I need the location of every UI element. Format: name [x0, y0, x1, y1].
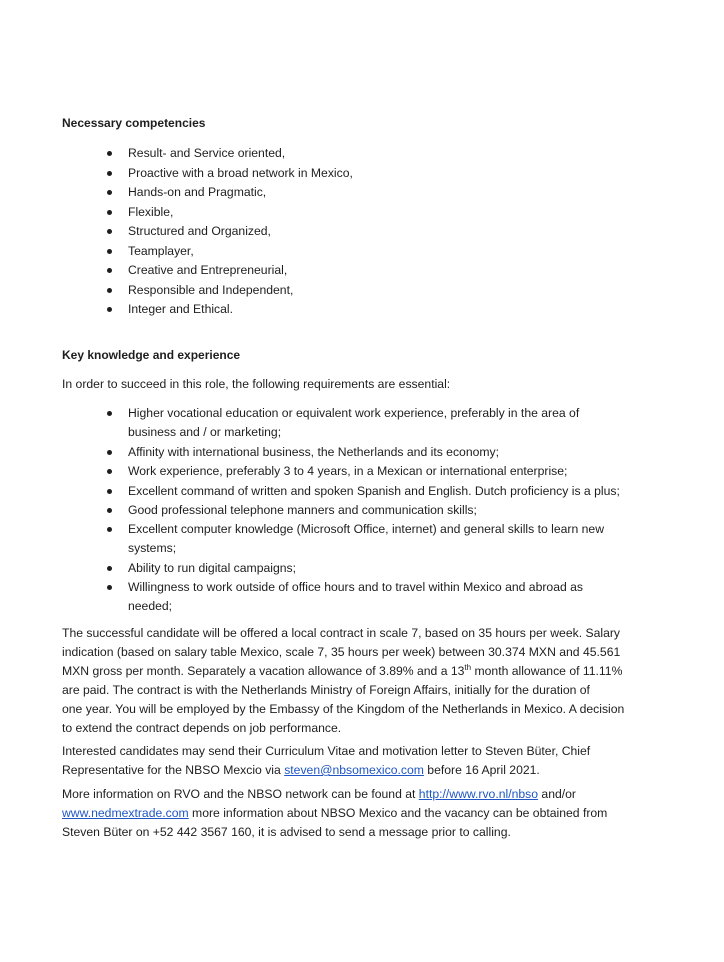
bullet-icon	[107, 411, 112, 416]
competencies-heading: Necessary competencies	[62, 116, 206, 130]
bullet-icon	[107, 268, 112, 273]
bullet-icon	[107, 229, 112, 234]
bullet-icon	[107, 288, 112, 293]
bullet-icon	[107, 527, 112, 532]
bullet-icon	[107, 489, 112, 494]
knowledge-intro: In order to succeed in this role, the following requirements are essential:	[62, 377, 451, 391]
document-page: Necessary competencies Result- and Service oriented, Proactive with a broad network in Mexico, Hands-on and Pragmatic, Flexible, Structured and Organized, Teamplayer, Creative and Entrepreneurial, Responsible and Independent, Integer and Ethical. Key knowledge and experience In order to succeed in this role, the following requirements are essential: Higher vocational education or equivalent work experience, preferably in the area of business and / or marketing; Affinity with international business, the Netherlands and its economy; Work experience, preferably 3 to 4 years, in a Mexican or international enterprise; Excellent command of written and spoken Spanish and English. Dutch proficiency is a plus; Good professional telephone manners and communication skills; Excellent computer knowledge (Microsoft Office, internet) and general skills to learn new systems; Ability to run digital campaigns; Willingness to work outside of office hours and to travel within Mexico and abroad as needed; The successful candidate will be offered a local contract in scale 7, based on 35 hours per week. Salary indication (based on salary table Mexico, scale 7, 35 hours per week) between 30.374 MXN and 45.561 MXN gross per month. Separately a vacation allowance of 3.89% and a 13th month allowance of 11.11% are paid. The contract is with the Netherlands Ministry of Foreign Affairs, initially for the duration of one year. You will be employed by the Embassy of the Kingdom of the Netherlands in Mexico. A decision to extend the contract depends on job performance. Interested candidates may send their Curriculum Vitae and motivation letter to Steven Büter, Chief Representative for the NBSO Mexcio via steven@nbsomexico.com before 16 April 2021. More information on RVO and the NBSO network can be found at http://www.rvo.nl/nbso and/or www.nedmextrade.com more information about NBSO Mexico and the vacancy can be obtained from Steven Büter on +52 442 3567 160, it is advised to send a message prior to calling.	[62, 116, 625, 839]
bullet-icon	[107, 469, 112, 474]
bullet-icon	[107, 508, 112, 513]
bullet-icon	[107, 210, 112, 215]
bullet-icon	[107, 566, 112, 571]
bullet-icon	[107, 171, 112, 176]
bullet-icon	[107, 190, 112, 195]
bullet-icon	[107, 151, 112, 156]
nedmextrade-link[interactable]: www.nedmextrade.com	[62, 806, 189, 820]
bullet-icon	[107, 585, 112, 590]
email-link[interactable]: steven@nbsomexico.com	[284, 763, 424, 777]
bullet-icon	[107, 249, 112, 254]
rvo-link[interactable]: http://www.rvo.nl/nbso	[418, 787, 539, 801]
bullet-icon	[107, 450, 112, 455]
bullet-icon	[107, 307, 112, 312]
knowledge-heading: Key knowledge and experience	[62, 348, 241, 362]
